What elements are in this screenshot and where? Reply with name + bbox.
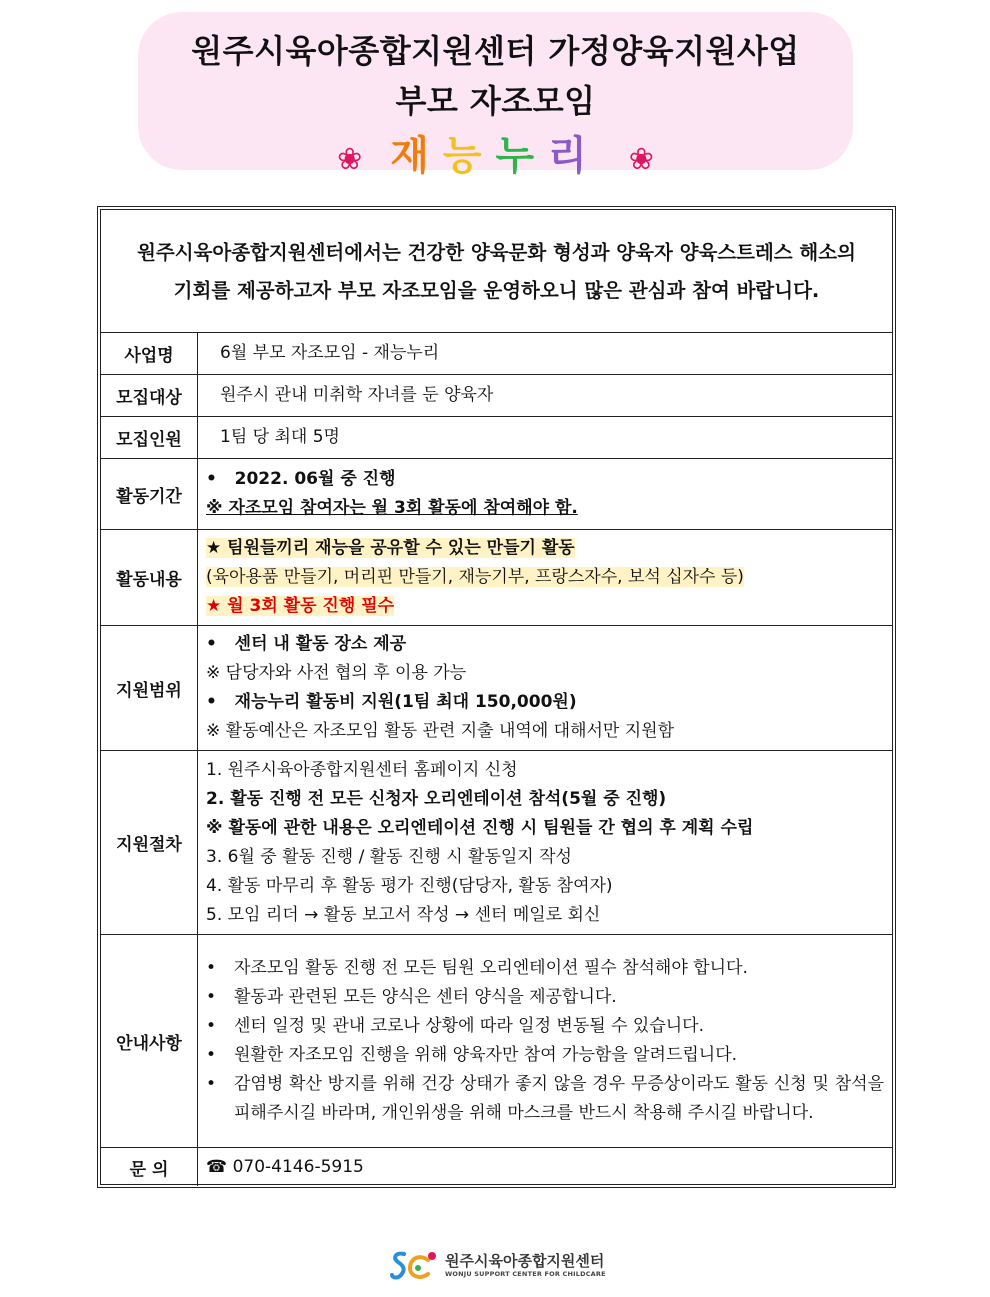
bullet-icon: • bbox=[206, 1074, 217, 1094]
title-line-1: 원주시육아종합지원센터 가정양육지원사업 bbox=[191, 32, 800, 70]
row-contact bbox=[101, 1148, 892, 1186]
support-line-2: ※ 담당자와 사전 협의 후 이용 가능 bbox=[206, 663, 467, 683]
row-label: 활동기간 bbox=[101, 459, 198, 529]
title-banner bbox=[138, 12, 853, 179]
row-business bbox=[101, 333, 892, 375]
row-label: 모집대상 bbox=[101, 375, 198, 416]
brand-title bbox=[138, 124, 853, 181]
row-label: 모집인원 bbox=[101, 417, 198, 458]
notice-item: • 원활한 자조모임 진행을 위해 양육자만 참여 가능함을 알려드립니다. bbox=[206, 1041, 884, 1070]
contact-phone: 070-4146-5915 bbox=[232, 1156, 364, 1177]
row-period bbox=[101, 459, 892, 530]
brand-char-3: 누 bbox=[495, 133, 549, 179]
org-logo bbox=[390, 1246, 610, 1286]
brand-char-1: 재 bbox=[390, 133, 443, 179]
flower-icon: ❀ bbox=[337, 142, 363, 177]
headcount-value: 1팀 당 최대 5명 bbox=[220, 427, 340, 447]
bullet-icon: • bbox=[206, 692, 217, 712]
procedure-step: 2. 활동 진행 전 모든 신청자 오리엔테이션 참석(5월 중 진행) bbox=[206, 788, 667, 809]
procedure-step: 4. 활동 마무리 후 활동 평가 진행(담당자, 활동 참여자) bbox=[206, 875, 613, 896]
intro-line-2: 기회를 제공하고자 부모 자조모임을 운영하오니 많은 관심과 참여 바랍니다. bbox=[173, 279, 820, 302]
phone-icon: ☎ bbox=[206, 1156, 228, 1177]
bullet-icon: • bbox=[206, 469, 217, 489]
support-line-4: ※ 활동예산은 자조모임 활동 관련 지출 내역에 대해서만 지원함 bbox=[206, 721, 675, 741]
row-headcount bbox=[101, 417, 892, 459]
support-line-3: 재능누리 활동비 지원(1팀 최대 150,000원) bbox=[234, 692, 577, 712]
row-notice bbox=[101, 935, 892, 1148]
row-label: 사업명 bbox=[101, 333, 198, 374]
procedure-step: 3. 6월 중 활동 진행 / 활동 진행 시 활동일지 작성 bbox=[206, 846, 572, 867]
org-subtitle: WONJU SUPPORT CENTER FOR CHILDCARE bbox=[445, 1270, 606, 1278]
bullet-icon: • bbox=[206, 1016, 217, 1036]
procedure-step: ※ 활동에 관한 내용은 오리엔테이션 진행 시 팀원들 간 협의 후 계획 수립 bbox=[206, 817, 754, 838]
content-line-3: ★ 월 3회 활동 진행 필수 bbox=[206, 596, 395, 616]
content-line-2: (육아용품 만들기, 머리핀 만들기, 재능기부, 프랑스자수, 보석 십자수 등) bbox=[206, 567, 744, 587]
support-line-1: 센터 내 활동 장소 제공 bbox=[234, 634, 407, 654]
row-content bbox=[101, 530, 892, 626]
bullet-icon: • bbox=[206, 1045, 217, 1065]
period-value: 2022. 06월 중 진행 bbox=[234, 469, 396, 489]
notice-item: • 자조모임 활동 진행 전 모든 팀원 오리엔테이션 필수 참석해야 합니다. bbox=[206, 954, 884, 983]
procedure-step: 5. 모임 리더 → 활동 보고서 작성 → 센터 메일로 회신 bbox=[206, 904, 601, 925]
target-value: 원주시 관내 미취학 자녀를 둔 양육자 bbox=[220, 385, 494, 405]
row-label: 활동내용 bbox=[101, 530, 198, 625]
bullet-icon: • bbox=[206, 958, 217, 978]
title-line-2: 부모 자조모임 bbox=[395, 82, 596, 120]
row-procedure bbox=[101, 751, 892, 935]
center-logo-icon bbox=[390, 1248, 440, 1282]
row-support bbox=[101, 626, 892, 751]
notice-item: • 감염병 확산 방지를 위해 건강 상태가 좋지 않을 경우 무증상이라도 활동 신청 및 참석을 피해주시길 바라며, 개인위생을 위해 마스크를 반드시 착용해 주시길 바랍니다. bbox=[206, 1070, 884, 1128]
info-table-frame bbox=[97, 206, 896, 1188]
row-label: 문 의 bbox=[101, 1148, 198, 1186]
row-label: 지원절차 bbox=[101, 751, 198, 934]
intro-line-1: 원주시육아종합지원센터에서는 건강한 양육문화 형성과 양육자 양육스트레스 해소의 bbox=[137, 241, 856, 264]
business-value: 6월 부모 자조모임 - 재능누리 bbox=[220, 343, 440, 363]
row-label: 안내사항 bbox=[101, 935, 198, 1147]
brand-char-2: 능 bbox=[442, 133, 496, 179]
period-note: ※ 자조모임 참여자는 월 3회 활동에 참여해야 함. bbox=[206, 498, 578, 518]
content-line-1: ★ 팀원들끼리 재능을 공유할 수 있는 만들기 활동 bbox=[206, 538, 575, 558]
row-label: 지원범위 bbox=[101, 626, 198, 750]
bullet-icon: • bbox=[206, 987, 217, 1007]
info-table bbox=[100, 209, 893, 1185]
notice-item: • 활동과 관련된 모든 양식은 센터 양식을 제공합니다. bbox=[206, 983, 884, 1012]
org-name: 원주시육아종합지원센터 bbox=[445, 1252, 605, 1270]
flower-icon: ❀ bbox=[628, 142, 654, 177]
brand-char-4: 리 bbox=[548, 133, 601, 179]
bullet-icon: • bbox=[206, 634, 217, 654]
intro-text bbox=[101, 210, 892, 333]
notice-item: • 센터 일정 및 관내 코로나 상황에 따라 일정 변동될 수 있습니다. bbox=[206, 1012, 884, 1041]
row-target bbox=[101, 375, 892, 417]
procedure-step: 1. 원주시육아종합지원센터 홈페이지 신청 bbox=[206, 759, 518, 780]
